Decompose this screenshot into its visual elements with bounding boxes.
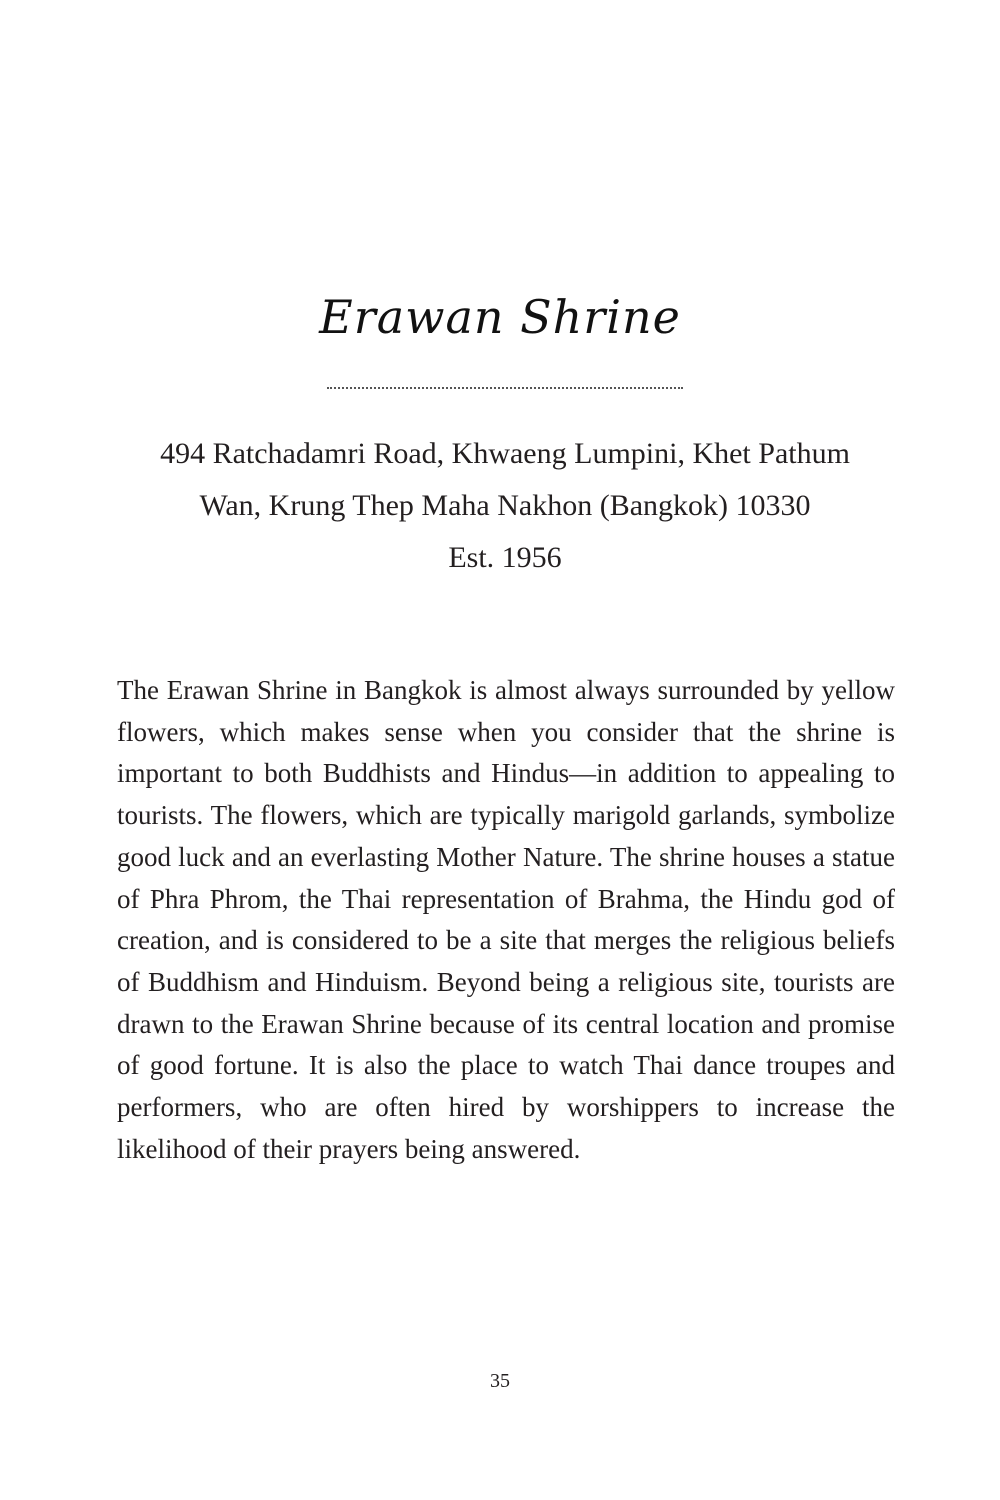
body-paragraph: The Erawan Shrine in Bangkok is almost always surrounded by yellow flowers, which makes sense when you consider that the shrine is important to both Buddhists and Hindus—in addition to appealing to tourists. The flowers, which are typically marigold garlands, symbolize good luck and an everlasting Mother Nature. The shrine houses a statue of Phra Phrom, the Thai representation of Brahma, the Hindu god of creation, and is considered to be a site that merges the religious beliefs of Buddhism and Hinduism. Beyond being a religious site, tourists are drawn to the Erawan Shrine because of its central location and promise of good fortune. It is also the place to watch Thai dance troupes and performers, who are often hired by worshippers to increase the likelihood of their prayers being answered. <box>117 675 895 1164</box>
address-line-1: 494 Ratchadamri Road, Khwaeng Lumpini, Khet Pathum <box>160 437 850 470</box>
page-number: 35 <box>490 1370 510 1392</box>
address-line-2: Wan, Krung Thep Maha Nakhon (Bangkok) 10330 <box>199 489 811 522</box>
page-title: Erawan Shrine <box>319 290 681 344</box>
address-block <box>100 428 910 584</box>
dotted-divider <box>327 387 683 389</box>
established-year: Est. 1956 <box>448 541 562 574</box>
